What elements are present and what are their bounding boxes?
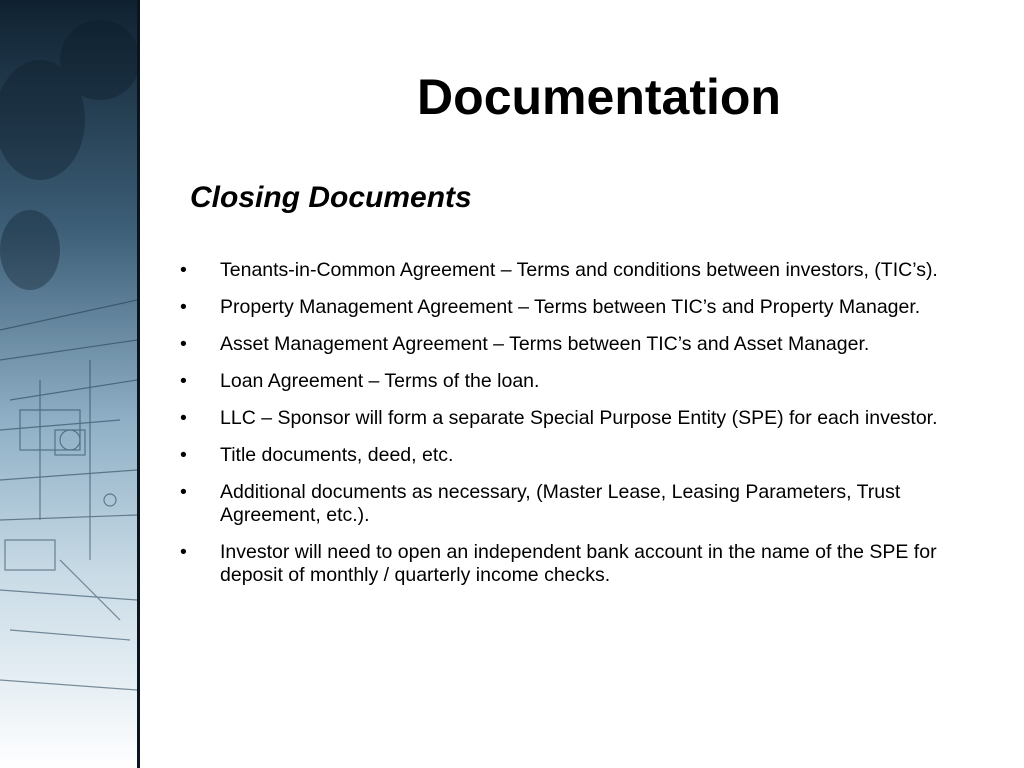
bullet-list [180, 259, 992, 601]
bullet-text: Loan Agreement – Terms of the loan. [220, 370, 540, 392]
bullet-icon: • [180, 481, 187, 503]
bullet-text: Property Management Agreement – Terms between TIC’s and Property Manager. [220, 296, 921, 318]
slide-title: Documentation [417, 69, 781, 125]
blueprint-decorative-image [0, 0, 140, 768]
blueprint-drawing-lines [0, 0, 137, 768]
bullet-text: Investor will need to open an independent bank account in the name of the SPE for deposit of monthly / quarterly income checks. [220, 541, 937, 586]
bullet-icon: • [180, 444, 187, 466]
bullet-item [180, 296, 992, 319]
bullet-icon: • [180, 296, 187, 318]
bullet-text: LLC – Sponsor will form a separate Special Purpose Entity (SPE) for each investor. [220, 407, 938, 429]
bullet-item [180, 444, 992, 467]
bullet-icon: • [180, 541, 187, 563]
bullet-item [180, 259, 992, 282]
bullet-text: Additional documents as necessary, (Master Lease, Leasing Parameters, Trust Agreement, etc.). [220, 481, 901, 526]
bullet-item [180, 407, 992, 430]
bullet-text: Title documents, deed, etc. [220, 444, 454, 466]
bullet-icon: • [180, 370, 187, 392]
bullet-item [180, 481, 992, 527]
bullet-icon: • [180, 333, 187, 355]
bullet-icon: • [180, 259, 187, 281]
bullet-text: Tenants-in-Common Agreement – Terms and conditions between investors, (TIC’s). [220, 259, 938, 281]
bullet-text: Asset Management Agreement – Terms between TIC’s and Asset Manager. [220, 333, 870, 355]
bullet-icon: • [180, 407, 187, 429]
bullet-item [180, 541, 992, 587]
bullet-item [180, 333, 992, 356]
slide-subtitle: Closing Documents [190, 181, 472, 214]
bullet-item [180, 370, 992, 393]
